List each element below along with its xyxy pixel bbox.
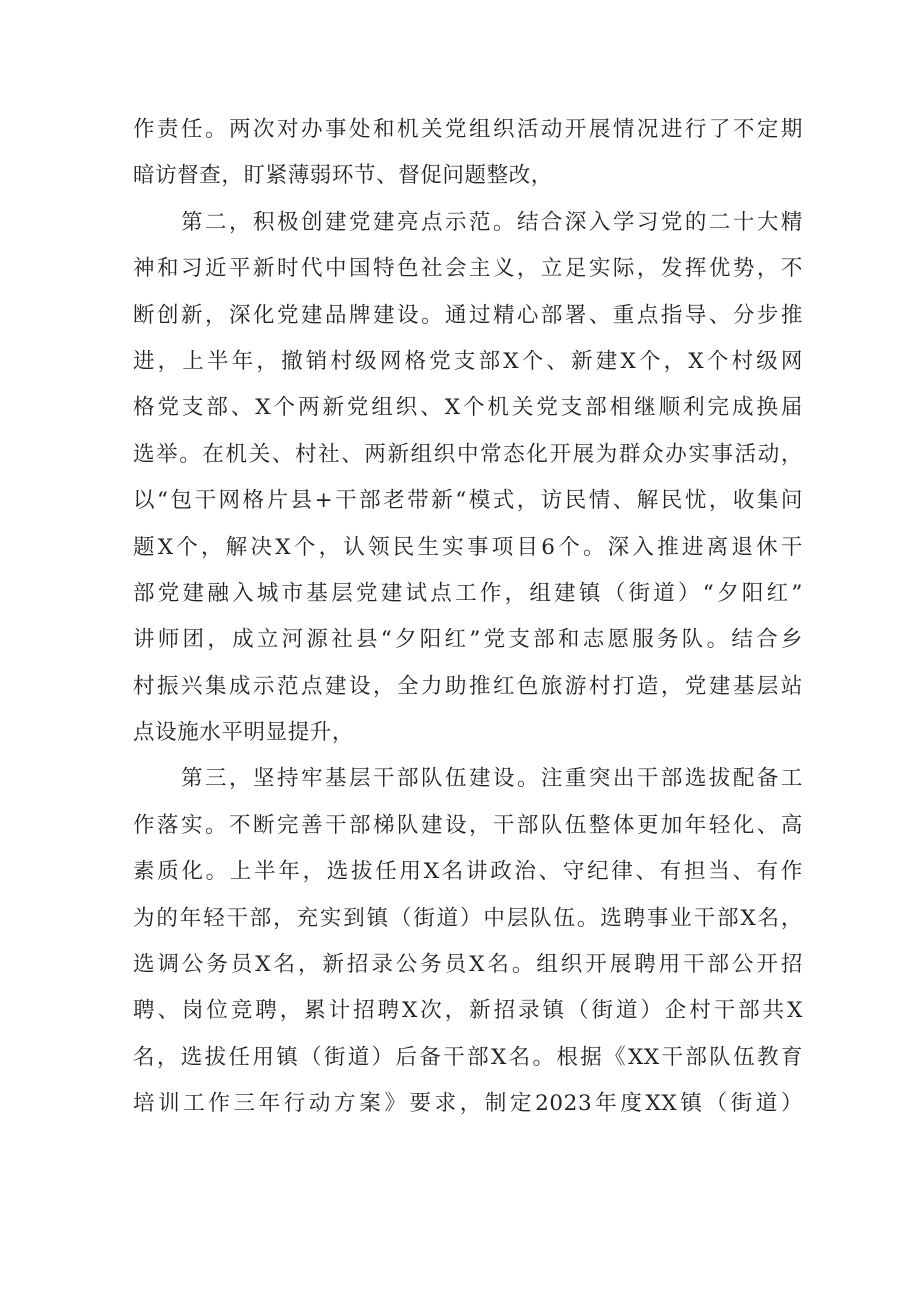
text-line: 暗访督查，盯紧薄弱环节、督促问题整改， — [133, 163, 553, 189]
text-line: 第二，积极创建党建亮点示范。结合深入学习党的二十大精 — [181, 209, 803, 235]
text-line: 选调公务员X名，新招录公务员X名。组织开展聘用干部公开招 — [133, 952, 803, 978]
text-line: 题X个，解决X个，认领民生实事项目6个。深入推进离退休干 — [133, 534, 803, 560]
text-line: 培训工作三年行动方案》要求，制定2023年度XX镇（街道） — [133, 1091, 803, 1117]
text-line: 部党建融入城市基层党建试点工作，组建镇（街道）“夕阳红” — [133, 580, 803, 606]
text-line: 作责任。两次对办事处和机关党组织活动开展情况进行了不定期 — [133, 117, 803, 142]
text-line: 以“包干网格片县+干部老带新“模式，访民情、解民忧，收集问 — [133, 488, 803, 514]
document-body — [133, 107, 803, 1128]
text-line: 选举。在机关、村社、两新组织中常态化开展为群众办实事活动， — [133, 441, 803, 467]
text-line: 作落实。不断完善干部梯队建设，干部队伍整体更加年轻化、高 — [133, 812, 803, 838]
text-line: 聘、岗位竞聘，累计招聘X次，新招录镇（街道）企村干部共X — [133, 998, 803, 1024]
text-line: 点设施水平明显提升， — [133, 720, 355, 746]
paragraph-continuation — [133, 107, 803, 200]
text-line: 断创新，深化党建品牌建设。通过精心部署、重点指导、分步推 — [133, 302, 803, 328]
paragraph-third-point — [133, 756, 803, 1127]
text-line: 村振兴集成示范点建设，全力助推红色旅游村打造，党建基层站 — [133, 673, 803, 699]
text-line: 素质化。上半年，选拔任用X名讲政治、守纪律、有担当、有作 — [133, 859, 803, 885]
text-line: 讲师团，成立河源社县“夕阳红”党支部和志愿服务队。结合乡 — [133, 627, 803, 653]
text-line: 为的年轻干部，充实到镇（街道）中层队伍。选聘事业干部X名， — [133, 905, 803, 931]
text-line: 格党支部、X个两新党组织、X个机关党支部相继顺利完成换届 — [133, 395, 803, 421]
paragraph-second-point — [133, 200, 803, 757]
text-line: 第三，坚持牢基层干部队伍建设。注重突出干部选拔配备工 — [181, 766, 803, 792]
text-line: 神和习近平新时代中国特色社会主义，立足实际，发挥优势，不 — [133, 256, 803, 282]
text-line: 名，选拔任用镇（街道）后备干部X名。根据《XX干部队伍教育 — [133, 1044, 803, 1070]
text-line: 进，上半年，撤销村级网格党支部X个、新建X个，X个村级网 — [133, 348, 803, 374]
